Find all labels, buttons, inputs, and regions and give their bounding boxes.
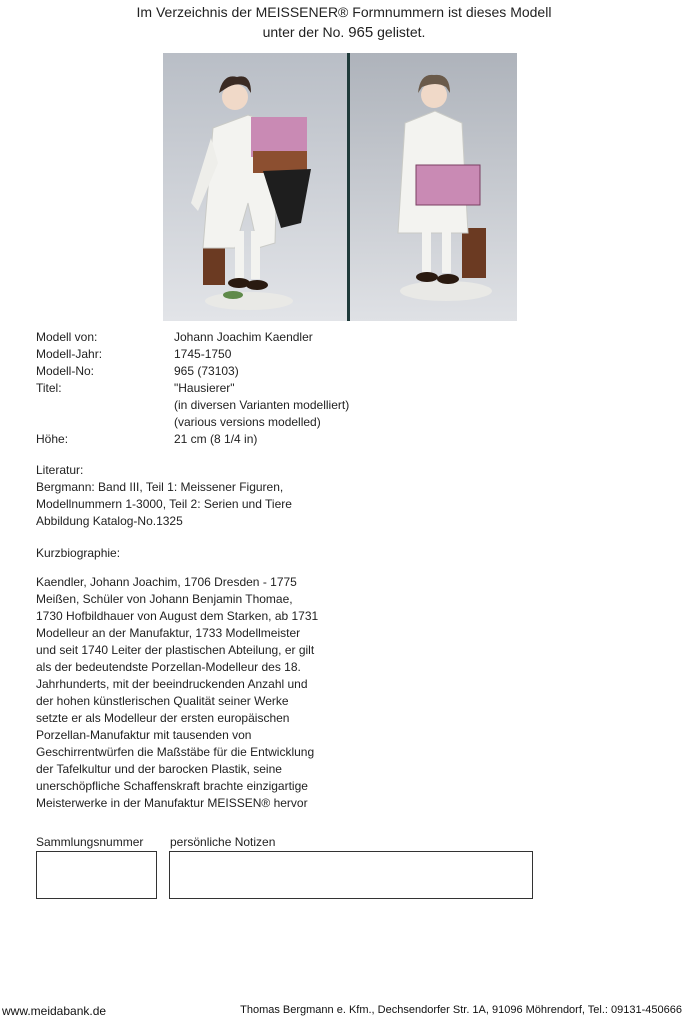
literature-lines	[36, 479, 292, 530]
text-line: Meisterwerke in der Manufaktur MEISSEN® hervor	[36, 796, 308, 810]
text-line: Meißen, Schüler von Johann Benjamin Thomae,	[36, 592, 293, 606]
text-line: als der bedeutendste Porzellan-Modelleur des 18.	[36, 660, 301, 674]
spec-label: Modell-No:	[36, 364, 95, 378]
text-line: der Tafelkultur und der barocken Plastik, seine	[36, 762, 282, 776]
footer-address: Thomas Bergmann e. Kfm., Dechsendorfer Str. 1A, 91096 Möhrendorf, Tel.: 09131-450666	[240, 1004, 682, 1016]
text-line: Modellnummern 1-3000, Teil 2: Serien und Tiere	[36, 497, 292, 511]
personal-notes-label: persönliche Notizen	[170, 835, 276, 849]
spec-row	[36, 431, 474, 448]
spec-label: Titel:	[36, 381, 62, 395]
intro-line-1: Im Verzeichnis der MEISSENER® Formnummern ist dieses Modell	[136, 4, 552, 20]
text-line: Bergmann: Band III, Teil 1: Meissener Figuren,	[36, 480, 284, 494]
spec-value: (in diversen Varianten modelliert)	[174, 398, 350, 412]
spec-value: "Hausierer"	[174, 381, 235, 395]
figurine-photo-front	[163, 53, 347, 321]
spec-label: Höhe:	[36, 432, 69, 446]
literature-section	[36, 462, 292, 530]
collection-number-label: Sammlungsnummer	[36, 835, 144, 849]
figurine-front-image	[163, 53, 347, 321]
figurine-back-image	[350, 53, 517, 321]
spec-value: (various versions modelled)	[174, 415, 321, 429]
biography-text	[36, 574, 356, 812]
text-line: setzte er als Modelleur der ersten europäischen	[36, 711, 290, 725]
text-line: Modelleur an der Manufaktur, 1733 Modellmeister	[36, 626, 301, 640]
figurine-photos	[163, 53, 517, 321]
text-line: unerschöpfliche Schaffenskraft brachte einzigartige	[36, 779, 308, 793]
figurine-photo-back	[350, 53, 517, 321]
intro-line-2-after: gelistet.	[373, 24, 426, 40]
spec-row	[36, 414, 474, 431]
spec-row	[36, 363, 474, 380]
footer-website[interactable]: www.meidabank.de	[2, 1004, 107, 1018]
spec-value: 1745-1750	[174, 347, 232, 361]
text-line: Jahrhunderts, mit der beeindruckenden Anzahl und	[36, 677, 308, 691]
spec-row	[36, 346, 474, 363]
spec-label: Modell-Jahr:	[36, 347, 103, 361]
text-line: Abbildung Katalog-No.1325	[36, 514, 183, 528]
text-line: Geschirrentwürfen die Maßstäbe für die Entwicklung	[36, 745, 315, 759]
intro-line-2	[0, 22, 688, 43]
intro-line-2-before: unter der No.	[262, 24, 349, 40]
biography-heading: Kurzbiographie:	[36, 546, 121, 560]
text-line: Porzellan-Manufaktur mit tausenden von	[36, 728, 252, 742]
text-line: Kaendler, Johann Joachim, 1706 Dresden - 1775	[36, 575, 297, 589]
personal-notes-field[interactable]	[169, 851, 533, 899]
spec-row	[36, 329, 474, 346]
literature-heading: Literatur:	[36, 463, 84, 477]
text-line: der hohen künstlerischen Qualität seiner Werke	[36, 694, 289, 708]
spec-row	[36, 397, 474, 414]
model-specs	[36, 329, 474, 448]
spec-value: 21 cm (8 1/4 in)	[174, 432, 258, 446]
spec-label: Modell von:	[36, 330, 98, 344]
collection-number-field[interactable]	[36, 851, 157, 899]
spec-label	[36, 397, 174, 414]
text-line: und seit 1740 Leiter der plastischen Abteilung, er gilt	[36, 643, 315, 657]
spec-value: 965 (73103)	[174, 364, 239, 378]
spec-value: Johann Joachim Kaendler	[174, 330, 313, 344]
spec-label	[36, 414, 174, 431]
text-line: 1730 Hofbildhauer von August dem Starken, ab 1731	[36, 609, 319, 623]
intro-text	[0, 2, 688, 43]
spec-row	[36, 380, 474, 397]
model-number: 965	[348, 24, 374, 41]
